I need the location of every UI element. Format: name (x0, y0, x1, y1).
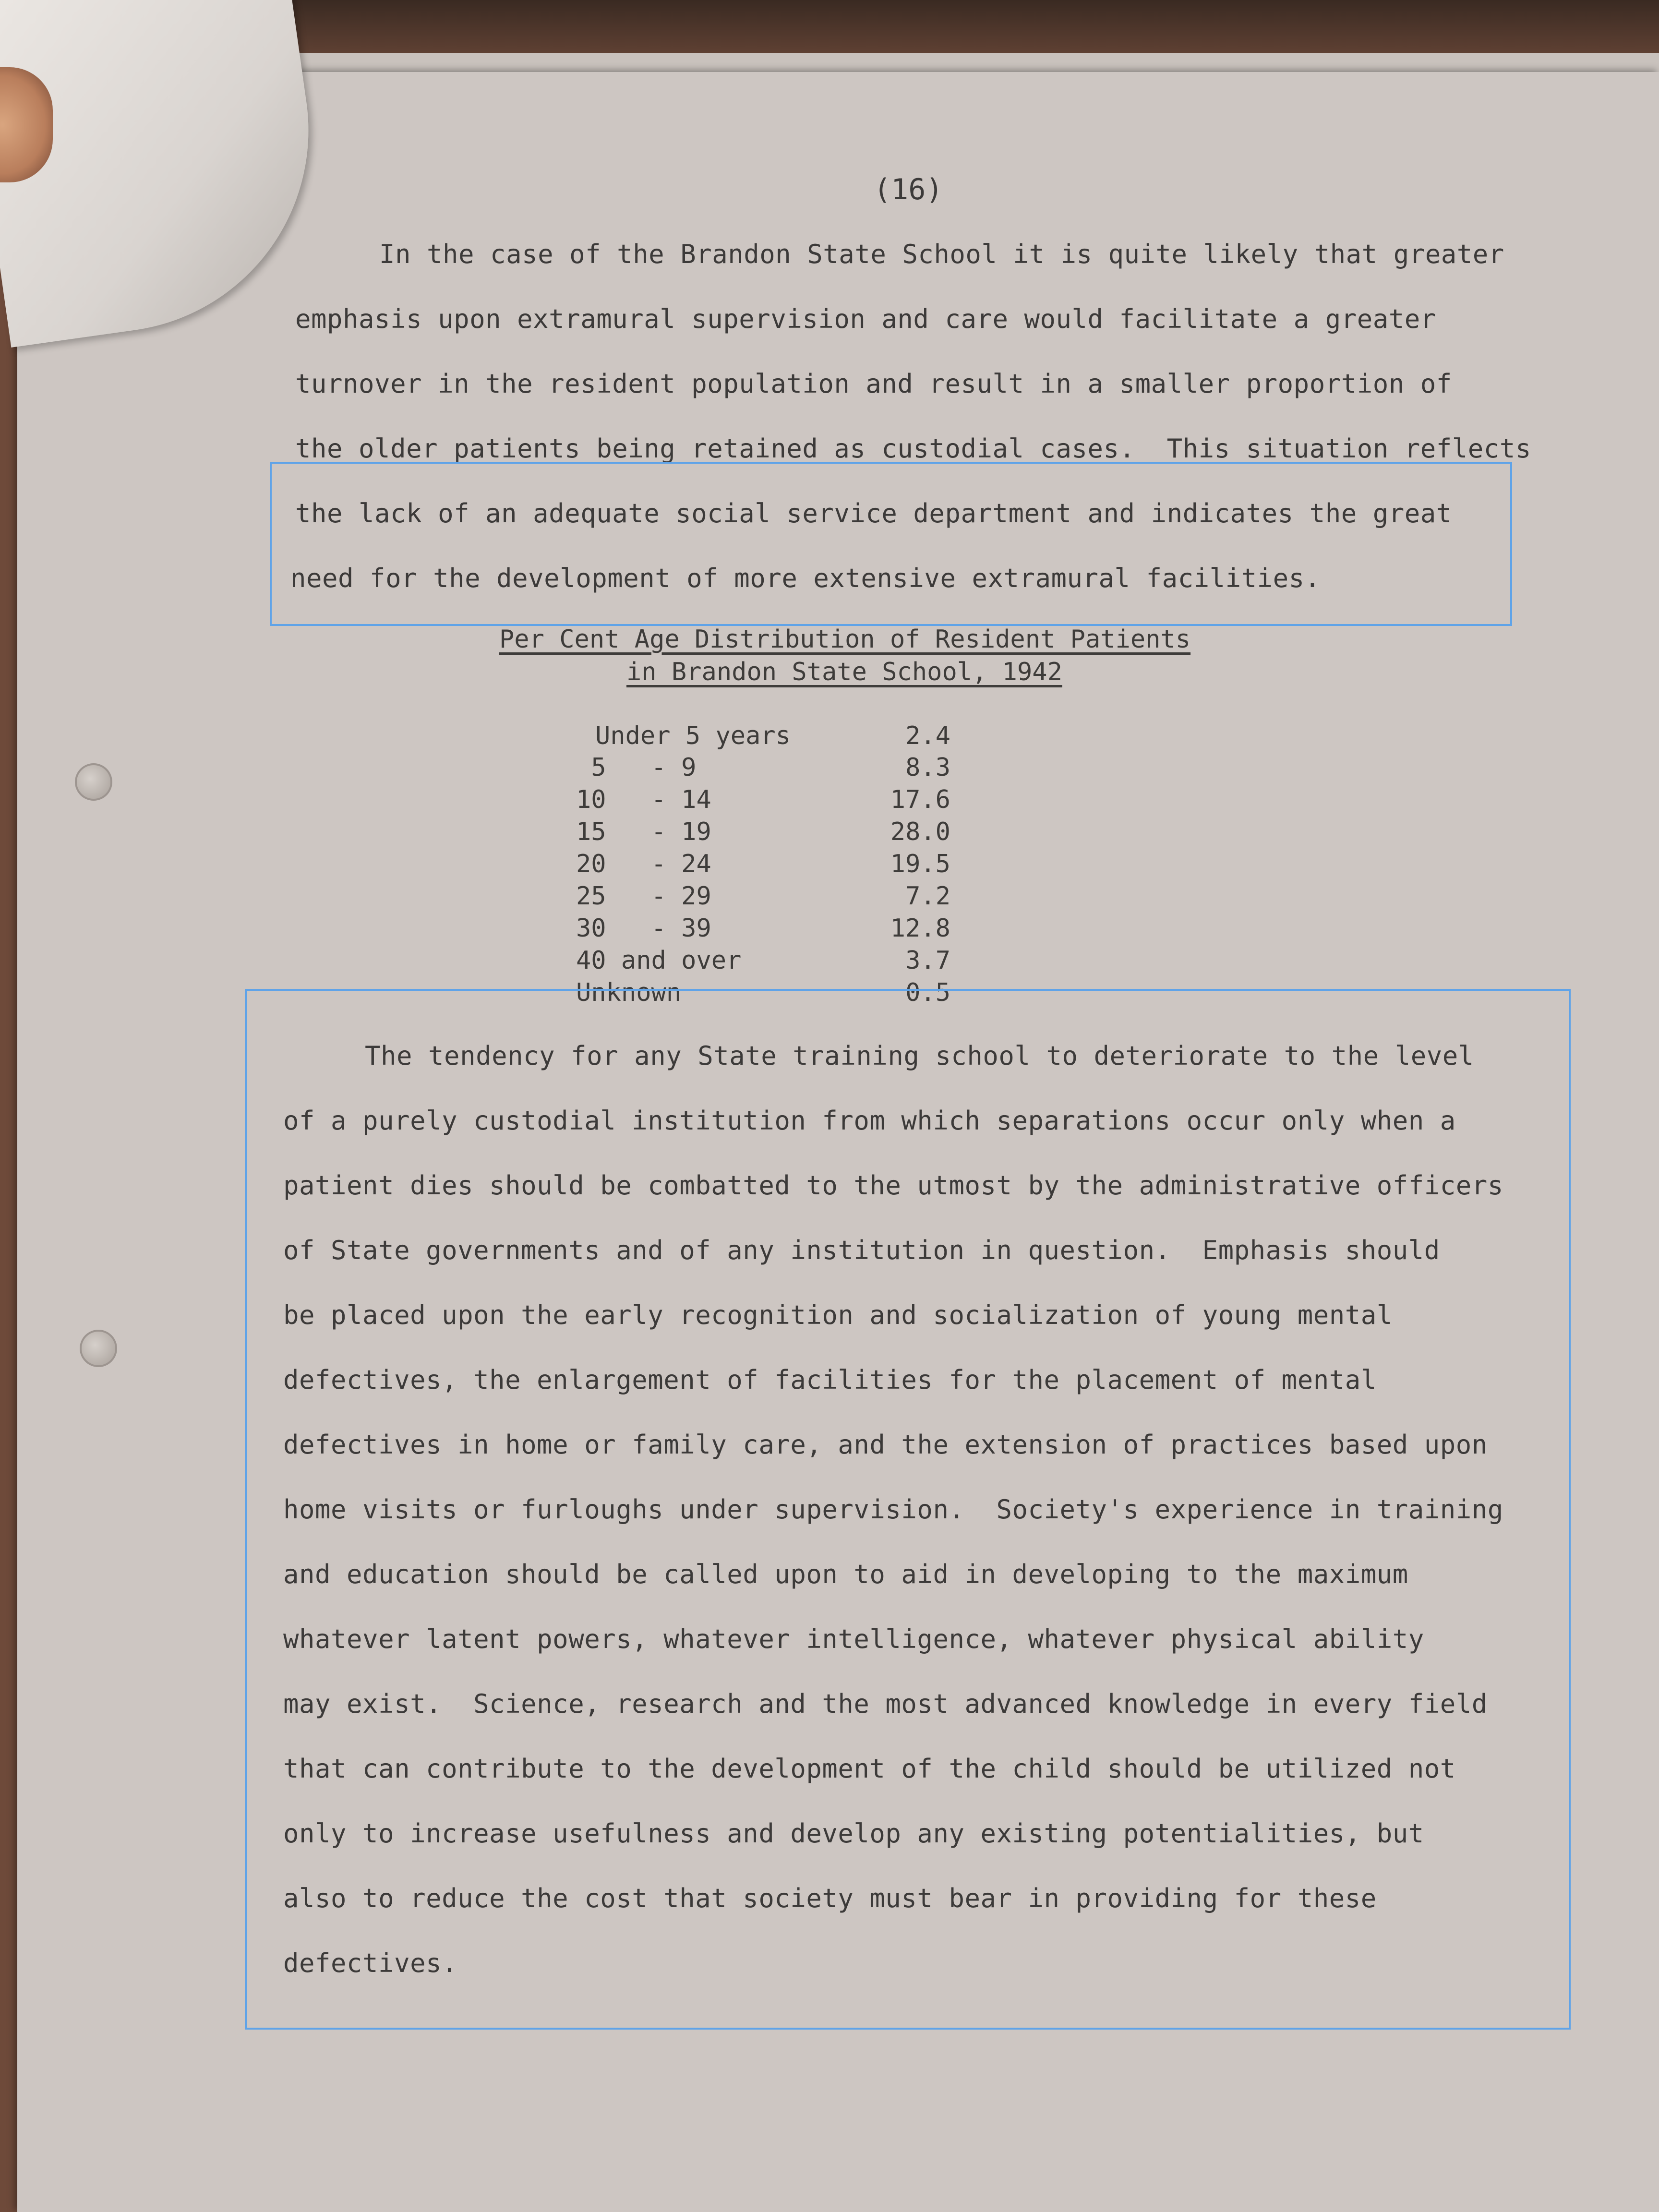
paragraph1-line: the older patients being retained as custodial cases. This situation reflects (295, 433, 1531, 464)
table-title-line1: Per Cent Age Distribution of Resident Patients (499, 625, 1191, 654)
age-range: 40 and over (576, 946, 742, 975)
paragraph2-line: defectives. (283, 1948, 458, 1978)
table-row (0, 752, 1659, 783)
age-range: Under 5 years (595, 721, 791, 750)
percent-value: 7.2 (905, 882, 950, 911)
paragraph2-line: of State governments and of any institution in question. Emphasis should (283, 1235, 1440, 1265)
paragraph1-line: need for the development of more extensive extramural facilities. (290, 563, 1321, 593)
percent-value: 2.4 (905, 721, 950, 750)
table-row (0, 720, 1659, 752)
paragraph2-line: of a purely custodial institution from which separations occur only when a (283, 1106, 1456, 1136)
age-range: 10 - 14 (576, 785, 711, 814)
highlight-box-paragraph1 (270, 462, 1512, 626)
percent-value: 3.7 (905, 946, 950, 975)
age-range: 20 - 24 (576, 850, 711, 878)
percent-value: 12.8 (890, 914, 950, 943)
paragraph2-line: home visits or furloughs under supervision. Society's experience in training (283, 1494, 1503, 1525)
percent-value: 19.5 (890, 850, 950, 878)
paragraph1-line: turnover in the resident population and result in a smaller proportion of (295, 369, 1452, 399)
percent-value: 28.0 (890, 817, 950, 846)
punch-hole-middle (80, 1330, 117, 1367)
paragraph2-line: The tendency for any State training school to deteriorate to the level (365, 1041, 1474, 1071)
table-row (0, 913, 1659, 944)
paragraph1-line: In the case of the Brandon State School it is quite likely that greater (379, 239, 1504, 269)
paragraph1-line: the lack of an adequate social service department and indicates the great (295, 498, 1452, 529)
percent-value: 8.3 (905, 753, 950, 782)
age-range: Unknown (576, 978, 682, 1007)
table-row (0, 816, 1659, 848)
paragraph2-line: defectives in home or family care, and the extension of practices based upon (283, 1430, 1488, 1460)
paragraph2-line: defectives, the enlargement of facilities for the placement of mental (283, 1365, 1377, 1395)
table-row (0, 784, 1659, 816)
paragraph1-line: emphasis upon extramural supervision and care would facilitate a greater (295, 304, 1436, 334)
age-range: 30 - 39 (576, 914, 711, 943)
paragraph2-line: and education should be called upon to aid in developing to the maximum (283, 1559, 1408, 1589)
table-title-line2: in Brandon State School, 1942 (626, 658, 1062, 686)
age-range: 5 - 9 (576, 753, 697, 782)
percent-value: 17.6 (890, 785, 950, 814)
paragraph2-line: be placed upon the early recognition and socialization of young mental (283, 1300, 1393, 1330)
paragraph2-line: also to reduce the cost that society must bear in providing for these (283, 1883, 1377, 1913)
table-row (0, 848, 1659, 880)
age-range: 25 - 29 (576, 882, 711, 911)
table-row (0, 945, 1659, 976)
percent-value: 0.5 (905, 978, 950, 1007)
age-range: 15 - 19 (576, 817, 711, 846)
paragraph2-line: only to increase usefulness and develop any existing potentialities, but (283, 1818, 1424, 1849)
paragraph2-line: whatever latent powers, whatever intelligence, whatever physical ability (283, 1624, 1424, 1654)
highlight-box-paragraph2 (245, 989, 1571, 2030)
paragraph2-line: patient dies should be combatted to the utmost by the administrative officers (283, 1170, 1503, 1201)
page-number: (16) (874, 173, 943, 206)
paragraph2-line: may exist. Science, research and the most advanced knowledge in every field (283, 1689, 1488, 1719)
paragraph2-line: that can contribute to the development of the child should be utilized not (283, 1754, 1456, 1784)
table-row (0, 880, 1659, 912)
